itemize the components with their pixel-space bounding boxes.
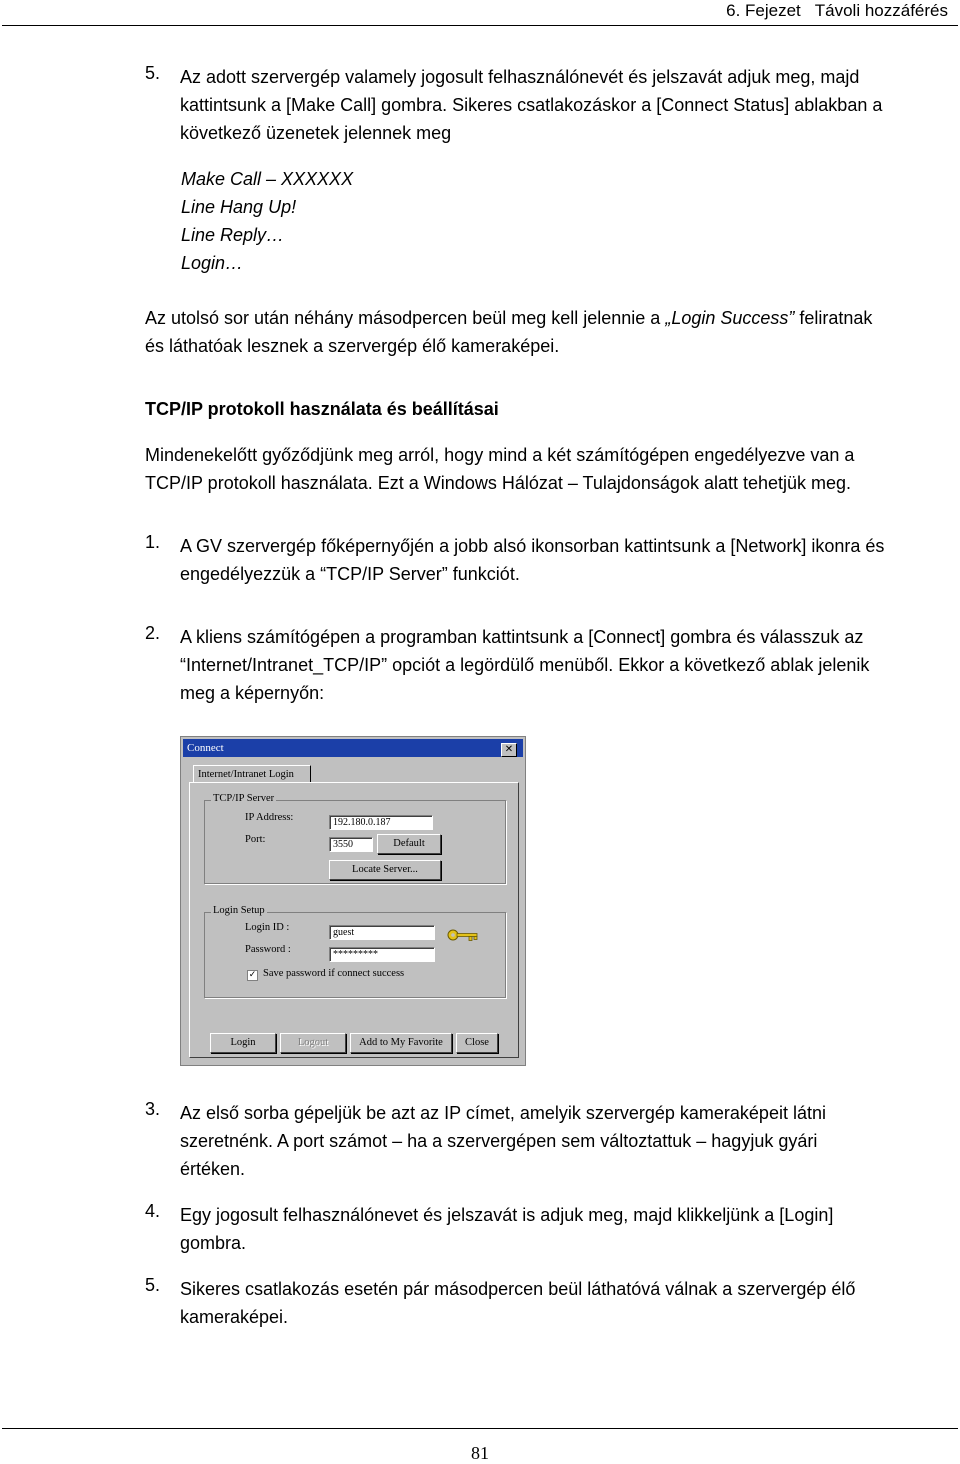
step-text-line: gombra. <box>180 1233 247 1253</box>
status-message: Login… <box>181 253 244 273</box>
password-input[interactable]: ********* <box>329 947 435 962</box>
step-text-line: Az adott szervergép valamely jogosult felhasználónevét és jelszavát adjuk meg, majd <box>180 67 860 87</box>
step-number: 5. <box>145 63 161 83</box>
tcpip-server-group <box>204 793 506 884</box>
port-label: Port: <box>245 834 266 845</box>
dialog-titlebar <box>183 739 523 757</box>
section-heading: TCP/IP protokoll használata és beállításai <box>145 399 499 419</box>
chapter-label: 6. Fejezet <box>726 1 801 20</box>
status-message: Make Call – XXXXXX <box>181 169 354 189</box>
header-rule <box>2 25 958 26</box>
close-button[interactable]: Close <box>456 1033 498 1053</box>
footer-rule <box>2 1428 958 1429</box>
save-password-label: Save password if connect success <box>263 968 405 979</box>
login-setup-group <box>204 905 506 998</box>
port-input[interactable]: 3550 <box>329 837 373 852</box>
step-number: 3. <box>145 1099 161 1119</box>
step-text-line: “Internet/Intranet_TCP/IP” opciót a legördülő menüből. Ekkor a következő ablak jelenik <box>180 655 870 675</box>
step-text-line: meg a képernyőn: <box>180 683 325 703</box>
connect-dialog <box>180 736 526 1066</box>
step-text-line: Az első sorba gépeljük be azt az IP címet, amelyik szervergép kameraképeit látni <box>180 1103 826 1123</box>
step-text-line: A GV szervergép főképernyőjén a jobb alsó ikonsorban kattintsunk a [Network] ikonra és <box>180 536 885 556</box>
step-number: 2. <box>145 623 161 643</box>
page-header <box>726 1 948 21</box>
step-text-line: Egy jogosult felhasználónevet és jelszavát is adjuk meg, majd klikkeljünk a [Login] <box>180 1205 834 1225</box>
step-text-line: kameraképei. <box>180 1307 289 1327</box>
ip-address-label: IP Address: <box>245 812 294 823</box>
status-message: Line Hang Up! <box>181 197 297 217</box>
step-text-line: kattintsunk a [Make Call] gombra. Sikeres csatlakozáskor a [Connect Status] ablakban a <box>180 95 883 115</box>
ip-address-input[interactable]: 192.180.0.187 <box>329 815 433 830</box>
locate-server-button[interactable]: Locate Server... <box>329 860 441 880</box>
save-password-checkbox[interactable]: ✓ <box>248 970 257 980</box>
step-text-line: engedélyezzük a “TCP/IP Server” funkciót. <box>180 564 520 584</box>
default-button[interactable]: Default <box>377 834 441 854</box>
step-number: 1. <box>145 532 161 552</box>
paragraph-text: feliratnak <box>794 308 873 328</box>
add-to-favorite-button[interactable]: Add to My Favorite <box>350 1033 452 1053</box>
key-icon <box>447 927 481 943</box>
close-icon[interactable]: ✕ <box>501 743 517 757</box>
status-message: Line Reply… <box>181 225 285 245</box>
step-text-line: A kliens számítógépen a programban kattintsunk a [Connect] gombra és válasszuk az <box>180 627 864 647</box>
login-id-input[interactable]: guest <box>329 925 435 940</box>
group-title: Login Setup <box>213 905 265 916</box>
dialog-title: Connect <box>187 742 224 754</box>
login-success-text: „Login Success” <box>665 308 795 328</box>
tab-panel <box>189 782 519 1058</box>
step-text-line: értéken. <box>180 1159 246 1179</box>
tab-internet-intranet-login[interactable]: Internet/Intranet Login <box>193 765 311 783</box>
logout-button[interactable]: Logout <box>280 1033 346 1053</box>
login-button[interactable]: Login <box>210 1033 276 1053</box>
paragraph-text: Az utolsó sor után néhány másodpercen beül meg kell jelennie a <box>145 308 666 328</box>
step-text-line: szeretnénk. A port számot – ha a szervergépen sem változtattuk – hagyjuk gyári <box>180 1131 818 1151</box>
step-text-line: következő üzenetek jelennek meg <box>180 123 452 143</box>
password-label: Password : <box>245 944 291 955</box>
paragraph-line: TCP/IP protokoll használata. Ezt a Windows Hálózat – Tulajdonságok alatt tehetjük meg. <box>145 473 852 493</box>
login-id-label: Login ID : <box>245 922 290 933</box>
chapter-title: Távoli hozzáférés <box>814 1 948 20</box>
paragraph-line: és láthatóak lesznek a szervergép élő kameraképei. <box>145 336 560 356</box>
paragraph-line <box>145 304 872 332</box>
page-number: 81 <box>471 1443 489 1463</box>
step-number: 5. <box>145 1275 161 1295</box>
group-title: TCP/IP Server <box>213 793 275 804</box>
step-text-line: Sikeres csatlakozás esetén pár másodpercen beül láthatóvá válnak a szervergép élő <box>180 1279 856 1299</box>
paragraph-line: Mindenekelőtt győződjünk meg arról, hogy mind a két számítógépen engedélyezve van a <box>145 445 855 465</box>
step-number: 4. <box>145 1201 161 1221</box>
